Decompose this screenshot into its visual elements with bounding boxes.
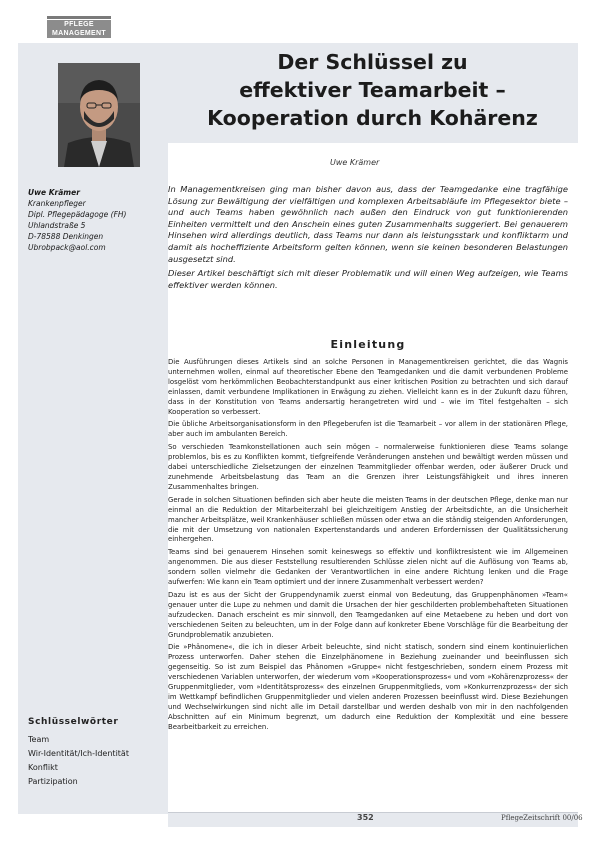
author-line: Krankenpfleger bbox=[28, 199, 86, 208]
article-abstract bbox=[168, 184, 568, 294]
author-info bbox=[28, 187, 163, 253]
logo-word-bottom: MANAGEMENT bbox=[47, 29, 111, 38]
portrait-image bbox=[58, 63, 140, 167]
title-line: Der Schlüssel zu bbox=[277, 50, 468, 74]
body-paragraph: Die übliche Arbeitsorganisationsform in den Pflegeberufen ist die Teamarbeit – vor allem in der stationären Pflege, aber auch im ambulanten Bereich. bbox=[168, 420, 568, 439]
article-body bbox=[168, 358, 568, 736]
author-line: D-78588 Denkingen bbox=[28, 232, 104, 241]
keyword-item: Team bbox=[28, 735, 50, 744]
keyword-item: Konflikt bbox=[28, 763, 58, 772]
author-name: Uwe Krämer bbox=[28, 188, 80, 197]
keywords-box bbox=[28, 717, 163, 789]
body-paragraph: Dazu ist es aus der Sicht der Gruppendynamik zuerst einmal von Bedeutung, das Gruppenphänomen »Team« genauer unter die Lupe zu nehmen und damit die Ursachen der hier geschilderten problembehafteten Situationen aufzudecken. Danach erscheint es mir sinnvoll, den Teamgedanken auf eine Metaebene zu heben und dort von verschiedenen Seiten zu beleuchten, um in der Folge dann auf konkreter Ebene Vorschläge für die Bearbeitung der Grundproblematik anzubieten. bbox=[168, 590, 568, 639]
keywords-heading: Schlüsselwörter bbox=[28, 717, 119, 727]
section-heading: Einleitung bbox=[330, 338, 406, 351]
author-line: Dipl. Pflegepädagoge (FH) bbox=[28, 210, 127, 219]
journal-reference: PflegeZeitschrift 00/06 bbox=[501, 814, 583, 822]
body-paragraph: So verschieden Teamkonstellationen auch sein mögen – normalerweise funktionieren diese Teams solange problemlos, bis es zu Konflikten kommt, tiefgreifende Veränderungen anstehen und bewältigt werden müssen und dabei unterschiedliche Zielsetzungen der einzelnen Teammitglieder offenbar werden, oder äußerer Druck und zunehmende Arbeitsbelastung das Team an die Grenzen ihrer Leistungsfähigkeit und ihres inneren Zusammenhaltes bringen. bbox=[168, 443, 568, 491]
journal-logo bbox=[47, 16, 111, 38]
body-paragraph: Die »Phänomene«, die ich in dieser Arbeit beleuchte, sind nicht statisch, sondern sind einem kontinuierlichen Prozess unterworfen. Daher stehen die Einzelphänomene in Beziehung zueinander und beeinflussen sich gegenseitig. So ist zum Beispiel das Phänomen »Gruppe« nicht festgeschrieben, sondern einem Prozess mit verschiedenen Variablen unterworfen, der wiederum vom »Kooperationsprozess« und vom »Kohärenzprozess« der Gruppenmitglieder, vom »Identitätsprozess« des einzelnen Gruppenmitglieds, vom »Konkurrenzprozess« der sich im Wettkampf befindlichen Gruppenmitglieder und vielen anderen Prozessen beeinflusst wird. Diese Beziehungen und Wechselwirkungen sind nicht alle im Detail darstellbar und werden deshalb von mir in den nachfolgenden Abschnitten auf ein Minimum begrenzt, um dadurch eine Reduktion der Komplexität und eine bessere Bearbeitbarkeit zu erreichen. bbox=[168, 643, 568, 731]
body-paragraph: Die Ausführungen dieses Artikels sind an solche Personen in Managementkreisen gerichtet, die das Wagnis unternehmen wollen, einmal auf theoretischer Ebene den Teamgedanken und die damit verbundenen Probleme losgelöst vom herkömmlichen Beobachterstandpunkt aus einer kritischen Position zu betrachten und sich darauf einlassen, damit verbundene Implikationen in Erwägung zu ziehen. Vielleicht kann es in der Zukunft dazu führen, dass in der Konstitution von Teams andersartig herangetreten wird und – wie im Titel festgehalten – sich Kooperation so verbessert. bbox=[168, 358, 568, 416]
author-email: Ubrobpack@aol.com bbox=[28, 243, 106, 252]
title-line: Kooperation durch Kohärenz bbox=[207, 106, 538, 130]
body-paragraph: Teams sind bei genauerem Hinsehen somit keineswegs so effektiv und konfliktresistent wie im Allgemeinen angenommen. Die aus dieser Feststellung resultierenden Schlüsse zielen nicht auf die Auflösung von Teams ab, sondern sollen vielmehr die Gedanken der Verantwortlichen in eine andere Richtung lenken und die Frage aufwerfen: Wie kann ein Team optimiert und der innere Zusammenhalt verbessert werden? bbox=[168, 548, 568, 587]
author-photo bbox=[58, 63, 140, 167]
keyword-item: Partizipation bbox=[28, 777, 78, 786]
article-title bbox=[190, 48, 555, 132]
author-byline: Uwe Krämer bbox=[330, 158, 380, 167]
logo-word-top: PFLEGE bbox=[47, 20, 111, 29]
author-line: Uhlandstraße 5 bbox=[28, 221, 86, 230]
page-number: 352 bbox=[357, 813, 374, 822]
abstract-paragraph: In Managementkreisen ging man bisher davon aus, dass der Teamgedanke eine tragfähige Lösung zur Bewältigung der vielfältigen und komplexen Arbeitsabläufe im Pflegesektor biete – und auch Teams haben gewöhnlich nach außen den Eindruck von gut funktionierenden Einheiten vermittelt und den Anschein eines guten Zusammenhalts suggeriert. Bei genauerem Hinsehen wird allerdings deutlich, dass Teams nur dann als leistungsstark und konfliktarm und damit als hocheffiziente Arbeitsform gelten können, wenn sie keinen besonderen Belastungen ausgesetzt sind. bbox=[168, 184, 568, 264]
body-paragraph: Gerade in solchen Situationen befinden sich aber heute die meisten Teams in der deutschen Pflege, denke man nur einmal an die Reduktion der Mitarbeiterzahl bei gleichzeitigem Anstieg der Arbeitsdichte, an die Unsicherheit mancher Arbeitsplätze, weil Krankenhäuser schließen müssen oder etwa an die ständig steigenden Anforderungen, die mit der Umsetzung von nationalen Expertenstandards und anderen Erfordernissen der Qualitätssicherung einhergehen. bbox=[168, 495, 568, 544]
title-line: effektiver Teamarbeit – bbox=[239, 78, 506, 102]
keyword-item: Wir-Identität/Ich-Identität bbox=[28, 749, 129, 758]
abstract-paragraph: Dieser Artikel beschäftigt sich mit dieser Problematik und will einen Weg aufzeigen, wie Teams effektiver werden können. bbox=[168, 268, 568, 290]
